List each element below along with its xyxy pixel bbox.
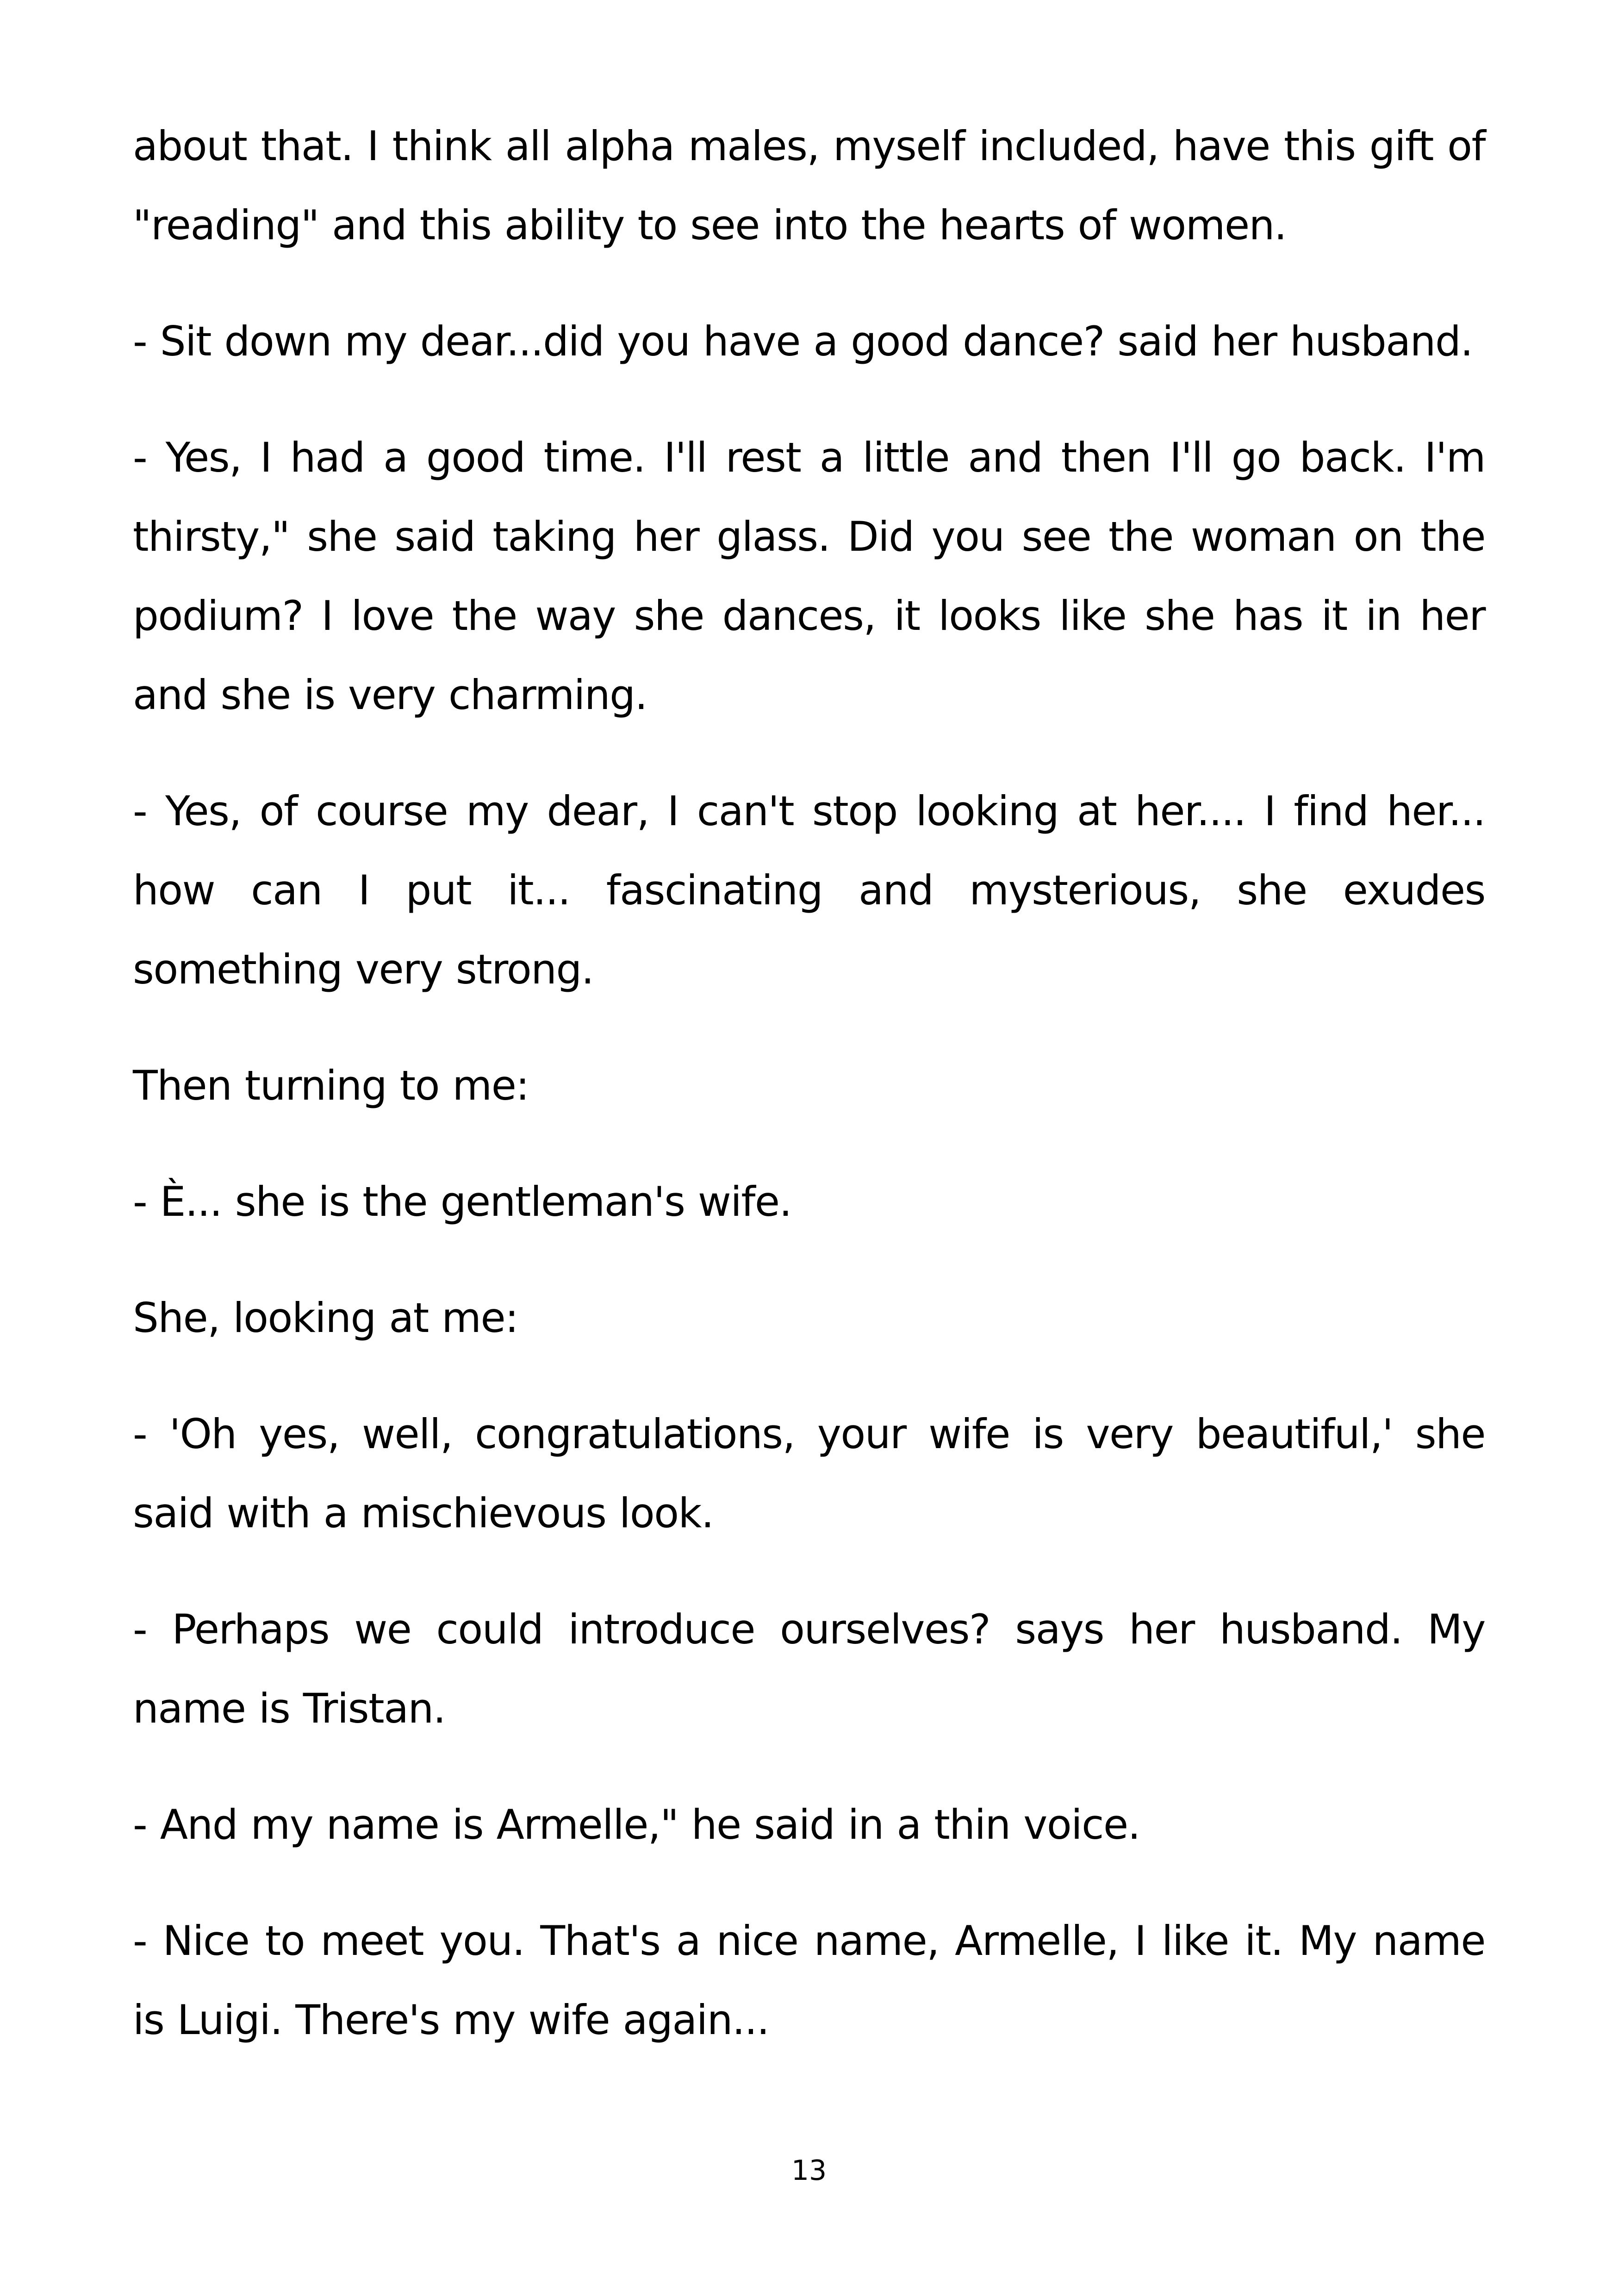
page-number: 13 (791, 2154, 827, 2187)
paragraph: - Perhaps we could introduce ourselves? says her husband. My name is Tristan. (133, 1605, 1485, 1732)
paragraph: - And my name is Armelle," he said in a thin voice. (133, 1801, 1140, 1848)
paragraph: - Yes, of course my dear, I can't stop looking at her.... I find her... how can I put it... fascinating and mysterious, she exudes something very strong. (133, 787, 1485, 993)
paragraph: - Sit down my dear...did you have a good dance? said her husband. (133, 317, 1473, 365)
paragraph: - Yes, I had a good time. I'll rest a little and then I'll go back. I'm thirsty," she said taking her glass. Did you see the woman on the podium? I love the way she dances, it looks like she has it in her and she is very charming. (133, 434, 1485, 719)
paragraph: She, looking at me: (133, 1294, 518, 1342)
paragraph: - 'Oh yes, well, congratulations, your wife is very beautiful,' she said with a mischievous look. (133, 1410, 1485, 1537)
page-body (133, 106, 1485, 2097)
paragraph: Then turning to me: (133, 1062, 529, 1109)
paragraph: - È... she is the gentleman's wife. (133, 1178, 791, 1226)
paragraph: - Nice to meet you. That's a nice name, Armelle, I like it. My name is Luigi. There's my wife again... (133, 1917, 1485, 2044)
paragraph: about that. I think all alpha males, myself included, have this gift of "reading" and this ability to see into the hearts of women. (133, 122, 1485, 249)
